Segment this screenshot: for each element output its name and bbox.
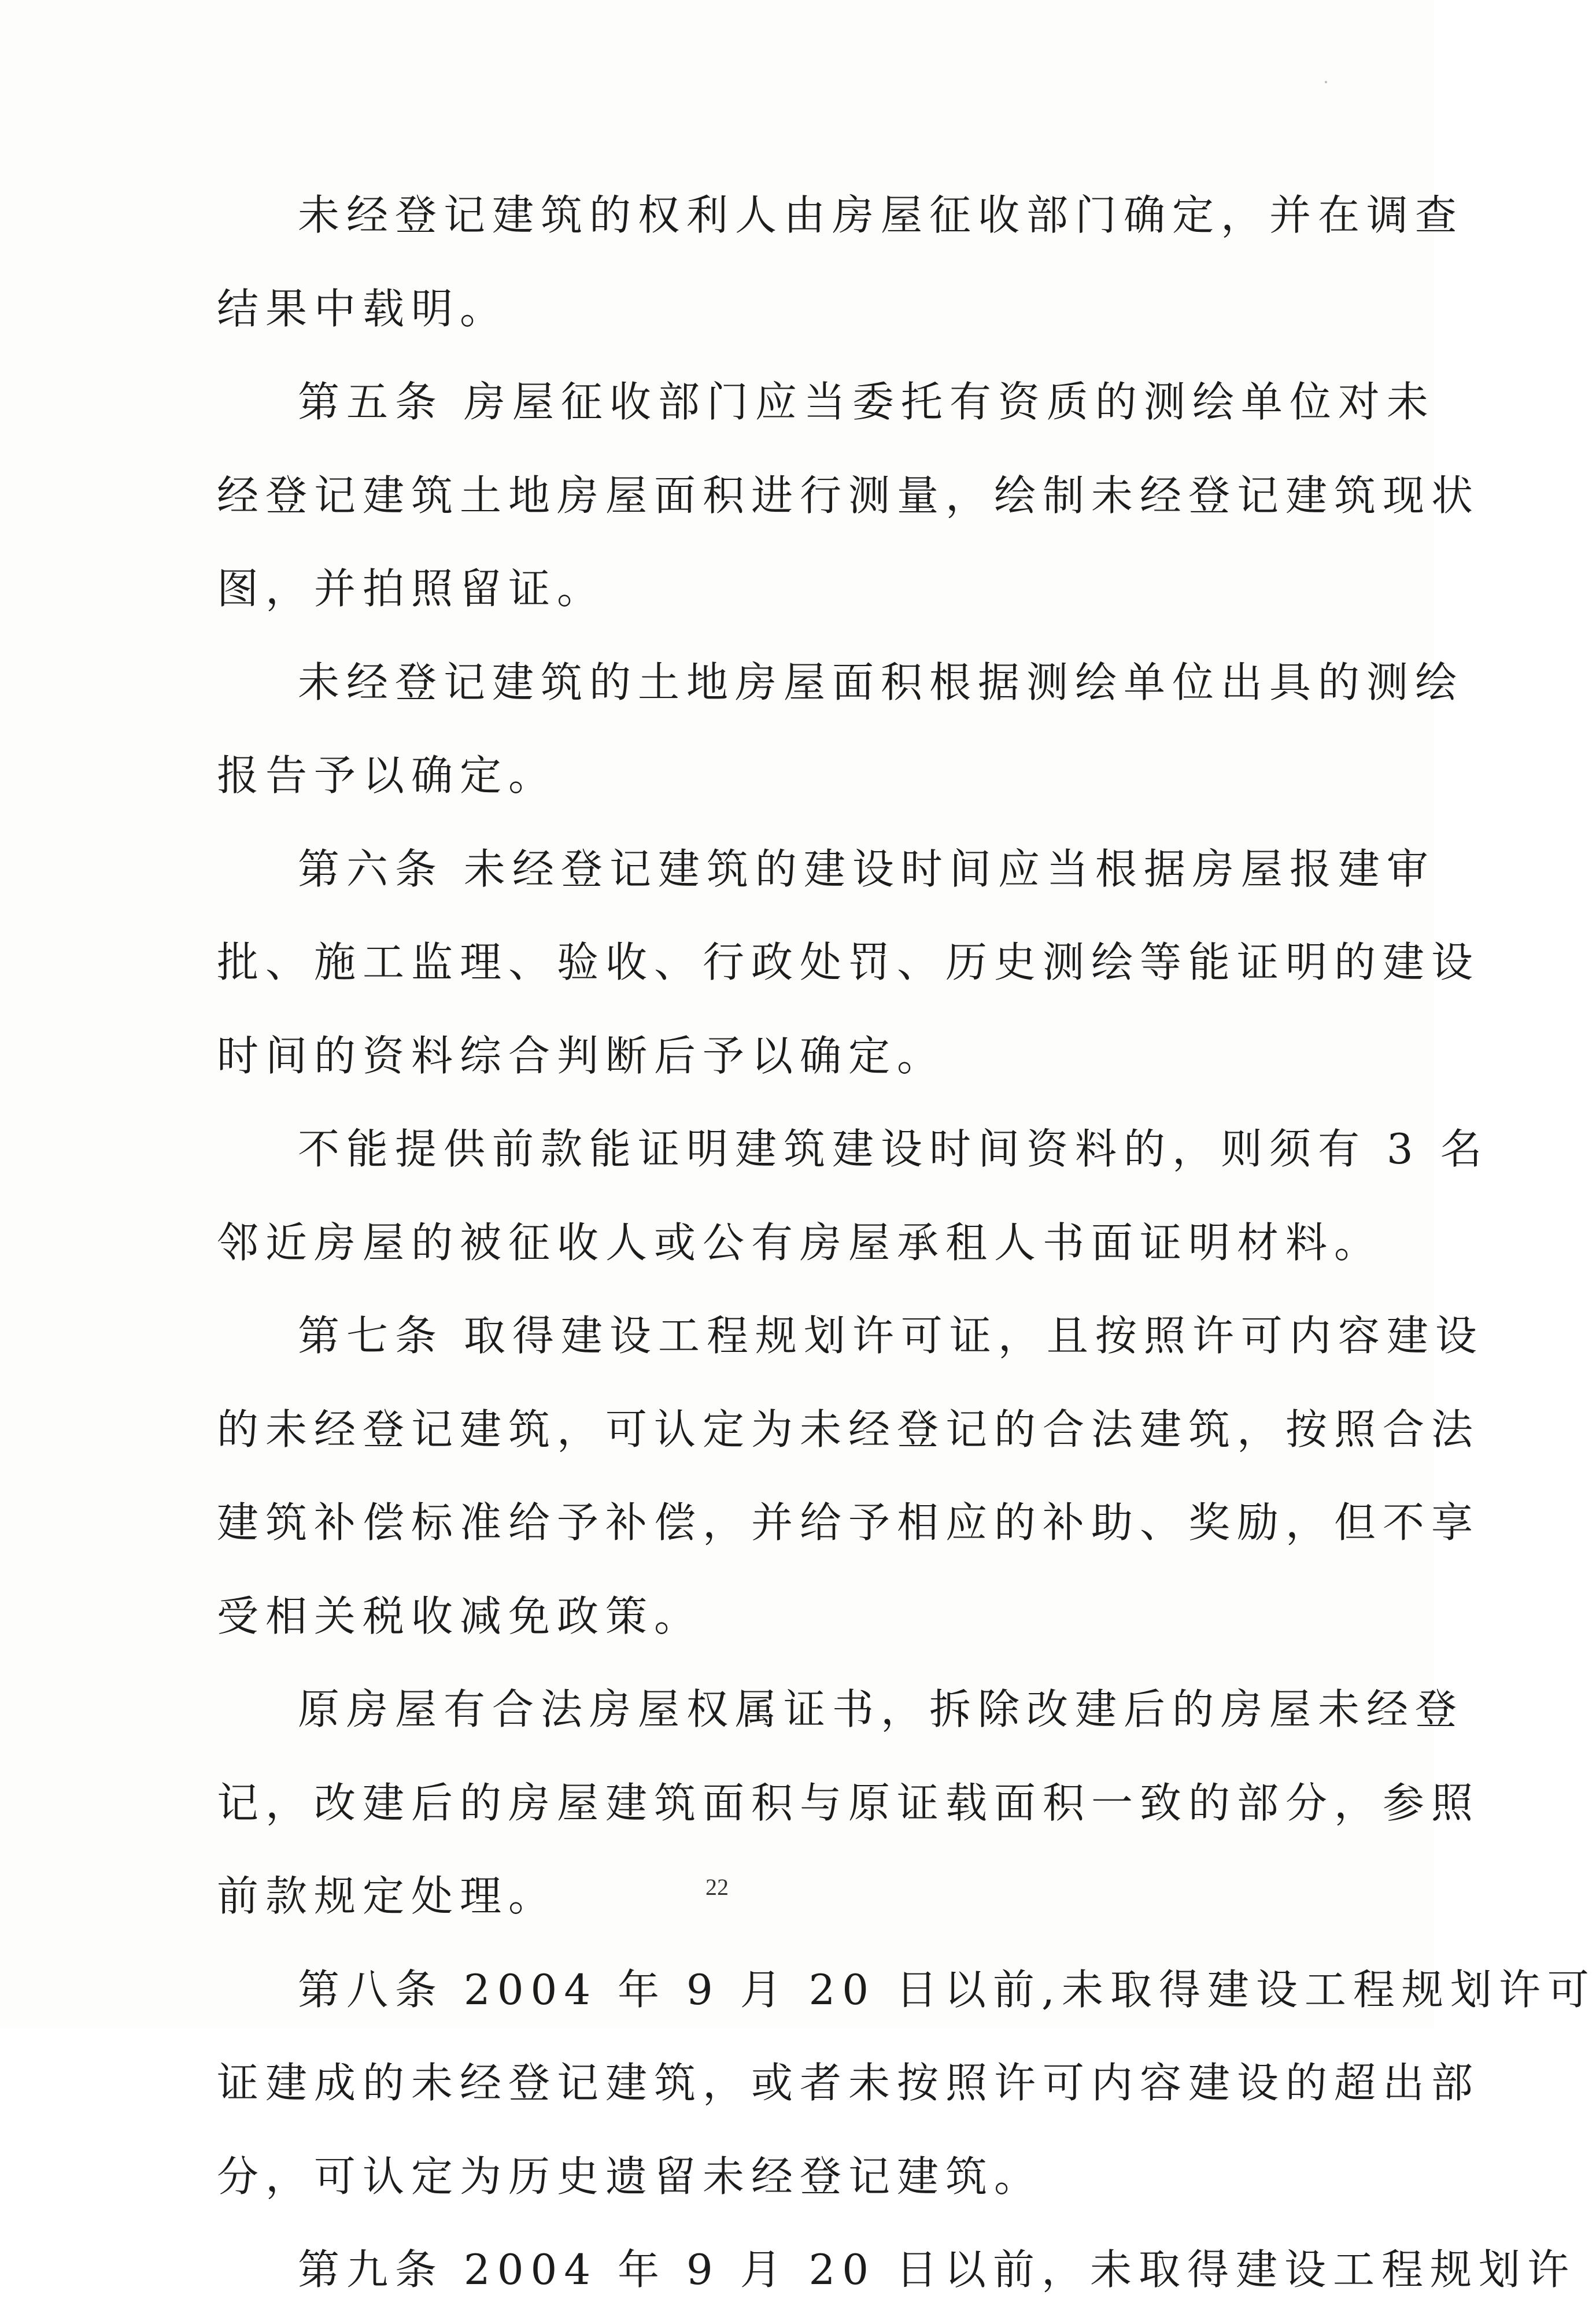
text-line: 第七条 取得建设工程规划许可证，且按照许可内容建设	[298, 1311, 1484, 1360]
text-line: 的未经登记建筑，可认定为未经登记的合法建筑，按照合法	[217, 1405, 1480, 1454]
text-line: 报告予以确定。	[217, 751, 557, 800]
text-line: 经登记建筑土地房屋面积进行测量，绘制未经登记建筑现状	[217, 471, 1480, 520]
paragraph-p3	[217, 636, 1464, 823]
text-line: 第六条 未经登记建筑的建设时间应当根据房屋报建审	[298, 844, 1435, 893]
text-line: 批、施工监理、验收、行政处罚、历史测绘等能证明的建设	[217, 938, 1480, 986]
text-line: 证建成的未经登记建筑，或者未按照许可内容建设的超出部	[217, 2059, 1480, 2107]
scan-speck	[1325, 81, 1327, 83]
paragraph-p2	[217, 356, 1480, 636]
text-line: 图，并拍照留证。	[217, 564, 606, 613]
text-line: 不能提供前款能证明建筑建设时间资料的，则须有 3 名	[298, 1125, 1489, 1173]
text-line: 受相关税收减免政策。	[217, 1591, 703, 1640]
paragraph-p9	[217, 2223, 1576, 2317]
paragraph-p1	[217, 169, 1464, 356]
text-line: 邻近房屋的被征收人或公有房屋承租人书面证明材料。	[217, 1218, 1383, 1267]
text-line: 未经登记建筑的权利人由房屋征收部门确定，并在调查	[298, 191, 1464, 239]
text-line: 未经登记建筑的土地房屋面积根据测绘单位出具的测绘	[298, 657, 1464, 707]
body-text	[217, 169, 1596, 2317]
text-line: 前款规定处理。	[217, 1872, 557, 1920]
paragraph-p7	[217, 1663, 1480, 1943]
text-line: 第五条 房屋征收部门应当委托有资质的测绘单位对未	[298, 378, 1435, 426]
paragraph-p8	[217, 1943, 1596, 2224]
text-line: 建筑补偿标准给予补偿，并给予相应的补助、奖励，但不享	[217, 1498, 1480, 1547]
paragraph-p4	[217, 823, 1480, 1103]
paragraph-p6	[217, 1289, 1484, 1663]
text-line: 分，可认定为历史遗留未经登记建筑。	[217, 2152, 1043, 2201]
text-line: 第九条 2004 年 9 月 20 日以前，未取得建设工程规划许	[298, 2245, 1576, 2294]
text-line: 时间的资料综合判断后予以确定。	[217, 1031, 946, 1080]
page-number: 22	[705, 1874, 729, 1900]
text-line: 记，改建后的房屋建筑面积与原证载面积一致的部分，参照	[217, 1778, 1480, 1827]
text-line: 结果中载明。	[217, 284, 509, 333]
text-line: 第八条 2004 年 9 月 20 日以前,未取得建设工程规划许可	[298, 1965, 1596, 2014]
text-line: 原房屋有合法房屋权属证书，拆除改建后的房屋未经登	[298, 1685, 1464, 1734]
paragraph-p5	[217, 1103, 1489, 1289]
